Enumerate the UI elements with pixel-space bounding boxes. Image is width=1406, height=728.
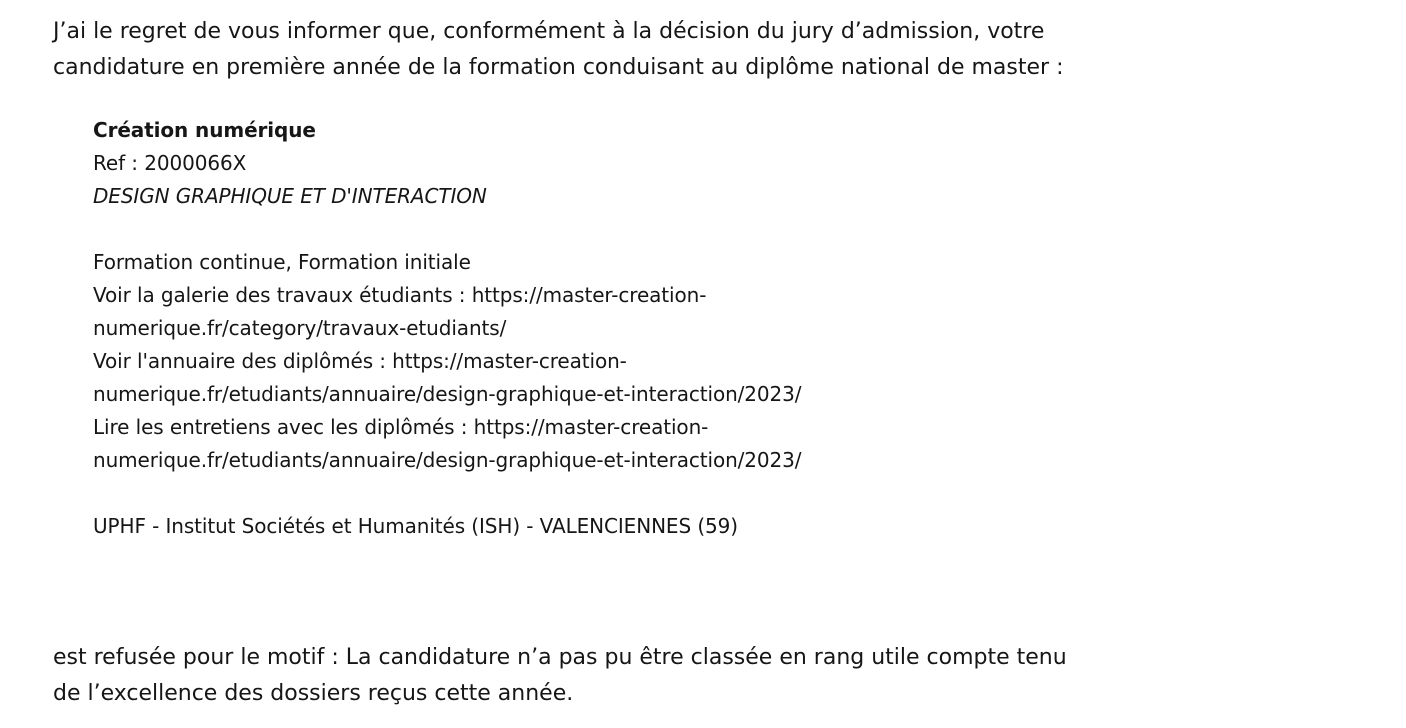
gallery-text-line-1: Voir la galerie des travaux étudiants : https://master-creation- (93, 283, 707, 307)
program-modes: Formation continue, Formation initiale (93, 250, 471, 274)
program-institution: UPHF - Institut Sociétés et Humanités (ISH) - VALENCIENNES (59) (93, 514, 738, 538)
program-reference: Ref : 2000066X (93, 151, 247, 175)
intro-paragraph (53, 14, 1383, 86)
refusal-line-2: de l’excellence des dossiers reçus cette année. (53, 681, 574, 706)
intro-line-2: candidature en première année de la formation conduisant au diplôme national de master : (53, 55, 1064, 80)
intro-line-1: J’ai le regret de vous informer que, conformément à la décision du jury d’admission, votre (53, 19, 1045, 44)
directory-text-line-2: numerique.fr/etudiants/annuaire/design-graphique-et-interaction/2023/ (93, 382, 802, 406)
program-details (93, 114, 1293, 543)
spacer (93, 213, 1293, 246)
interviews-text-line-2: numerique.fr/etudiants/annuaire/design-graphique-et-interaction/2023/ (93, 448, 802, 472)
refusal-line-1: est refusée pour le motif : La candidature n’a pas pu être classée en rang utile compte tenu (53, 645, 1067, 670)
program-specialty: DESIGN GRAPHIQUE ET D'INTERACTION (93, 184, 487, 208)
refusal-paragraph (53, 640, 1383, 712)
spacer (93, 477, 1293, 510)
program-title: Création numérique (93, 118, 316, 142)
gallery-text-line-2: numerique.fr/category/travaux-etudiants/ (93, 316, 507, 340)
directory-text-line-1: Voir l'annuaire des diplômés : https://master-creation- (93, 349, 627, 373)
interviews-text-line-1: Lire les entretiens avec les diplômés : https://master-creation- (93, 415, 709, 439)
